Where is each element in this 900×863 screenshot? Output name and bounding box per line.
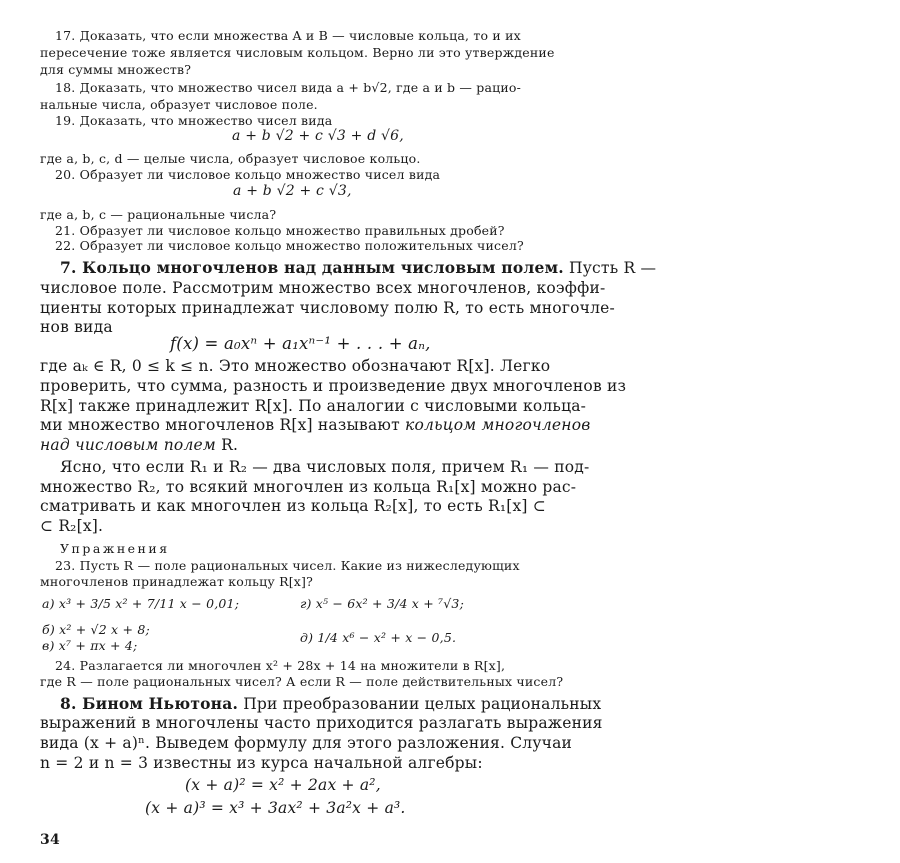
ex21: 21. Образует ли числовое кольцо множество правильных дробей? [55,223,505,238]
ex23-line2: многочленов принадлежат кольцу R[x]? [40,574,314,589]
section7-para2: Ясно, что если R₁ и R₂ — два числовых поля, причем R₁ — под- [60,458,590,476]
binomial-square: (x + a)² = x² + 2ax + a², [185,776,381,794]
italic-term-cont: над числовым полем [40,436,216,454]
ex23-item-a: а) x³ + 3/5 x² + 7/11 x − 0,01; [42,596,240,611]
section7-italic-line [40,436,640,455]
ex19-formula: a + b √2 + c √3 + d √6, [232,128,404,144]
section8-first-line [60,694,660,714]
section7-para2: множество R₂, то всякий многочлен из кольца R₁[x] можно рас- [40,478,577,496]
ex17-line3: для суммы множеств? [40,62,192,77]
ex17-line2: пересечение тоже является числовым кольцом. Верно ли это утверждение [40,45,555,60]
ex19-line1: 19. Доказать, что множество чисел вида [55,113,333,128]
ex24-line1: 24. Разлагается ли многочлен x² + 28x + 14 на множители в R[x], [55,658,506,673]
ex24-line2: где R — поле рациональных чисел? А если R — поле действительных чисел? [40,674,564,689]
page-number: 34 [40,832,60,848]
ex23-line1: 23. Пусть R — поле рациональных чисел. Какие из нижеследующих [55,558,520,573]
section7-first-line [60,258,660,278]
italic-rest: R. [221,436,239,454]
section8-line: вида (x + a)ⁿ. Выведем формулу для этого разложения. Случаи [40,734,573,752]
italic-term: кольцом многочленов [405,416,591,434]
section8-line: выражений в многочлены часто приходится разлагать выражения [40,714,603,732]
binomial-cube: (x + a)³ = x³ + 3ax² + 3a²x + a³. [145,799,406,817]
ex23-item-v: в) x⁷ + πx + 4; [42,638,138,653]
ex18-line1: 18. Доказать, что множество чисел вида a + b√2, где a и b — рацио- [55,80,522,95]
section7-line: где aₖ ∈ R, 0 ≤ k ≤ n. Это множество обозначают R[x]. Легко [40,357,551,375]
section7-line: нов вида [40,318,113,336]
ex20-formula: a + b √2 + c √3, [233,183,352,199]
section8-heading: 8. Бином Ньютона. [60,694,239,713]
ex17-line1: 17. Доказать, что если множества A и B — числовые кольца, то и их [55,28,521,43]
ex18-line2: нальные числа, образует числовое поле. [40,97,318,112]
ex23-item-g: г) x⁵ − 6x² + 3/4 x + ⁷√3; [300,596,464,611]
section7-para2: сматривать и как многочлен из кольца R₂[x], то есть R₁[x] ⊂ [40,497,546,515]
section8-line: n = 2 и n = 3 известны из курса начальной алгебры: [40,754,483,772]
section7-line: циенты которых принадлежат числовому полю R, то есть многочле- [40,299,615,317]
ex19-line2: где a, b, c, d — целые числа, образует числовое кольцо. [40,151,421,166]
section8-first-rest: При преобразовании целых рациональных [243,695,602,713]
section7-line: числовое поле. Рассмотрим множество всех многочленов, коэффи- [40,279,606,297]
exercises-title: Упражнения [60,541,170,556]
ex20-line1: 20. Образует ли числовое кольцо множество чисел вида [55,167,441,182]
section7-first-rest: Пусть R — [569,259,657,277]
section7-line: R[x] также принадлежит R[x]. По аналогии с числовыми кольца- [40,397,587,415]
ex22: 22. Образует ли числовое кольцо множество положительных чисел? [55,238,524,253]
section7-formula: f(x) = a₀xⁿ + a₁xⁿ⁻¹ + . . . + aₙ, [170,334,431,353]
section7-heading: 7. Кольцо многочленов над данным числовым полем. [60,258,564,277]
ex20-line2: где a, b, c — рациональные числа? [40,207,277,222]
section7-para2: ⊂ R₂[x]. [40,517,104,535]
ex23-item-d: д) 1/4 x⁶ − x² + x − 0,5. [300,630,457,645]
section7-line: проверить, что сумма, разность и произведение двух многочленов из [40,377,627,395]
section7-text: ми множество многочленов R[x] называют [40,416,400,434]
ex23-item-b: б) x² + √2 x + 8; [42,622,150,637]
section7-line-with-term [40,416,640,435]
